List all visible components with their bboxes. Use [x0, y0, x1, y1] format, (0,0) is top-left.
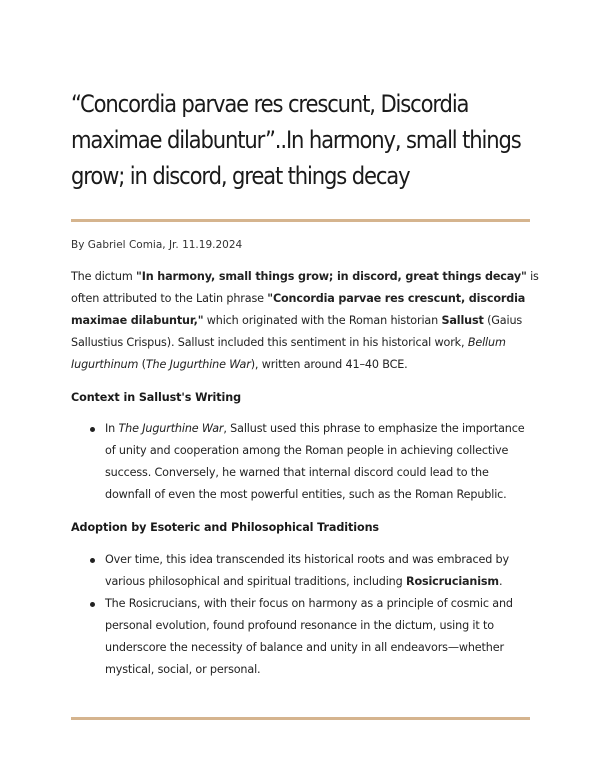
text-run: ), written around 41–40 BCE.	[250, 358, 408, 371]
bullet-line: downfall of even the most powerful entities, such as the Roman Republic.	[105, 488, 507, 501]
context-bullet-list	[71, 418, 533, 506]
work-title: Bellum	[467, 336, 506, 349]
intro-line-2	[71, 288, 533, 310]
byline: By Gabriel Comia, Jr. 11.19.2024	[71, 239, 243, 251]
bullet-line: mystical, social, or personal.	[105, 663, 261, 676]
title-line-3: grow; in discord, great things decay	[71, 162, 410, 190]
intro-line-4	[71, 332, 533, 354]
list-item	[71, 549, 533, 593]
text-run: is	[526, 270, 539, 283]
rosicrucianism-term: Rosicrucianism	[405, 575, 499, 588]
text-run: In	[105, 422, 119, 435]
intro-line-5	[71, 354, 533, 376]
sallust-name: Sallust	[441, 314, 484, 327]
work-title-end: Iugurthinum	[71, 358, 139, 371]
list-item	[71, 418, 533, 506]
intro-paragraph	[71, 266, 539, 376]
title-divider	[71, 219, 530, 222]
section-heading-context: Context in Sallust's Writing	[71, 391, 242, 404]
bullet-line	[105, 571, 533, 593]
bullet-icon	[90, 602, 95, 607]
intro-line-3	[71, 310, 533, 332]
text-run: which originated with the Roman historian	[203, 314, 442, 327]
bullet-line: personal evolution, found profound resonance in the dictum, using it to	[105, 619, 494, 632]
bullet-line: underscore the necessity of balance and unity in all endeavors—whether	[105, 641, 504, 654]
text-run: .	[498, 575, 503, 588]
footer-divider	[71, 717, 530, 720]
bullet-line: of unity and cooperation among the Roman people in achieving collective	[105, 444, 509, 457]
text-run: , Sallust used this phrase to emphasize the importance	[223, 422, 525, 435]
bullet-icon	[90, 558, 95, 563]
work-title-english: The Jugurthine War	[145, 358, 251, 371]
intro-line-1	[71, 266, 539, 288]
title-line-2: maximae dilabuntur”..In harmony, small things	[71, 126, 521, 154]
bullet-line	[105, 418, 533, 440]
text-run: Sallustius Crispus). Sallust included this sentiment in his historical work,	[71, 336, 468, 349]
bullet-line: success. Conversely, he warned that internal discord could lead to the	[105, 466, 489, 479]
bullet-line: The Rosicrucians, with their focus on harmony as a principle of cosmic and	[105, 597, 513, 610]
bullet-line: Over time, this idea transcended its historical roots and was embraced by	[105, 553, 509, 566]
dictum-english: "In harmony, small things grow; in discord, great things decay"	[136, 270, 527, 283]
latin-phrase-end: maximae dilabuntur,"	[71, 314, 204, 327]
title-line-1: “Concordia parvae res crescunt, Discordia	[71, 90, 469, 118]
adoption-bullet-list	[71, 549, 533, 681]
list-item	[71, 593, 533, 681]
text-run: often attributed to the Latin phrase	[71, 292, 268, 305]
text-run: (Gaius	[483, 314, 523, 327]
text-run: various philosophical and spiritual traditions, including	[105, 575, 406, 588]
text-run: The dictum	[71, 270, 137, 283]
section-heading-adoption: Adoption by Esoteric and Philosophical Traditions	[71, 521, 379, 534]
bullet-icon	[90, 427, 95, 432]
work-title-english: The Jugurthine War	[118, 422, 224, 435]
latin-phrase: "Concordia parvae res crescunt, discordia	[267, 292, 526, 305]
article-title	[71, 86, 531, 194]
text-run: (	[138, 358, 146, 371]
